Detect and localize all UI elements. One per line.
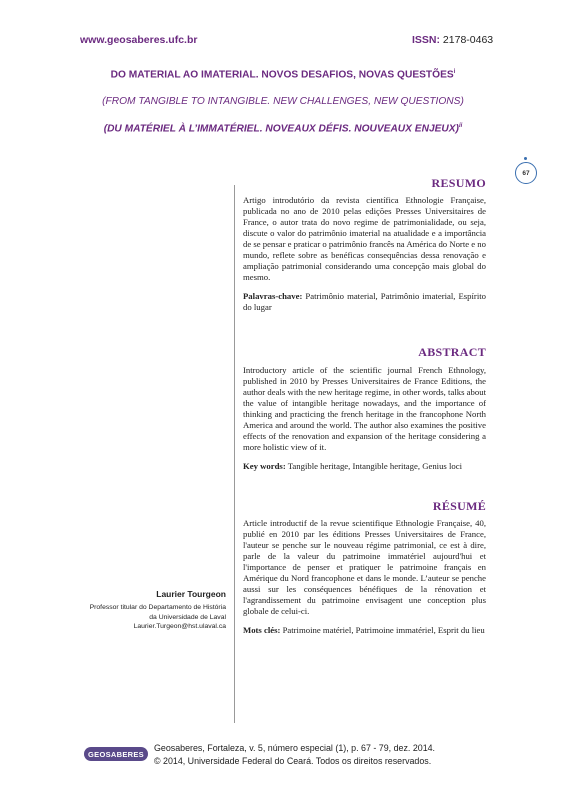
resumo-keywords bbox=[243, 291, 486, 313]
footer-citation bbox=[154, 742, 435, 768]
resume-keywords-label: Mots clés: bbox=[243, 625, 281, 635]
author-block bbox=[90, 589, 226, 632]
issn bbox=[412, 34, 493, 46]
title-pt-text: DO MATERIAL AO IMATERIAL. NOVOS DESAFIOS, NOVAS QUESTÕES bbox=[110, 69, 454, 81]
title-fr-footnote[interactable]: ii bbox=[458, 123, 463, 129]
author-email[interactable]: Laurier.Turgeon@hst.ulaval.ca bbox=[133, 623, 226, 630]
resumo-body: Artigo introdutório da revista científica Ethnologie Française, publicada no ano de 2010 pelas edições Presses Universitaires de France, o autor trata do novo regime de patrimonialidade, ou seja, discute o valor do patrimônio imaterial na atualidade e a importância de se pensar e praticar o patrimônio francês na América do Norte e no mundo, reflete sobre as benéficas consequências dessa renovação e ampliação patrimonial considerando uma concepção mais global do mesmo. bbox=[243, 195, 486, 282]
page-number-badge: 67 bbox=[515, 162, 537, 184]
author-institution: da Universidade de Laval bbox=[149, 613, 226, 621]
footer-copyright-line: © 2014, Universidade Federal do Ceará. Todos os direitos reservados. bbox=[154, 756, 432, 766]
title-french bbox=[0, 123, 566, 134]
author-position: Professor titular do Departamento de História bbox=[89, 604, 226, 611]
column-divider bbox=[234, 185, 235, 723]
resume-keywords-text: Patrimoine matériel, Patrimoine immatériel, Esprit du lieu bbox=[280, 625, 485, 635]
title-portuguese bbox=[0, 69, 566, 80]
abstract-section bbox=[243, 365, 486, 472]
website-url[interactable]: www.geosaberes.ufc.br bbox=[80, 34, 198, 46]
abstract-heading: ABSTRACT bbox=[418, 345, 486, 359]
abstract-keywords bbox=[243, 461, 486, 472]
abstract-body: Introductory article of the scientific journal French Ethnology, published in 2010 by Presses Universitaires de France Editions, the author deals with the new heritage regime, in other words, talks about the value of intangible heritage nowadays, and the importance of thinking and practicing the french heritage in the francophone North America and around the world. The author also examines the positive effects of the renovation and expansion of the heritage considering a more holistic view of it. bbox=[243, 365, 486, 452]
resume-keywords bbox=[243, 625, 486, 636]
page-badge-dot bbox=[524, 157, 527, 160]
resume-section bbox=[243, 518, 486, 636]
abstract-keywords-label: Key words: bbox=[243, 461, 286, 471]
issn-label: ISSN: bbox=[412, 34, 441, 46]
title-fr-text: (DU MATÉRIEL À L’IMMATÉRIEL. NOVEAUX DÉFIS. NOUVEAUX ENJEUX) bbox=[103, 123, 459, 135]
resumo-section bbox=[243, 195, 486, 313]
title-pt-footnote[interactable]: i bbox=[453, 69, 456, 75]
resumo-heading: RESUMO bbox=[431, 176, 486, 190]
resume-heading: RÉSUMÉ bbox=[432, 499, 486, 513]
footer-citation-line: Geosaberes, Fortaleza, v. 5, número especial (1), p. 67 - 79, dez. 2014. bbox=[154, 743, 436, 753]
abstract-keywords-text: Tangible heritage, Intangible heritage, Genius loci bbox=[285, 461, 463, 471]
geosaberes-logo: GEOSABERES bbox=[84, 747, 148, 761]
issn-value: 2178-0463 bbox=[440, 34, 494, 46]
resume-body: Article introductif de la revue scientifique Ethnologie Française, 40, publié en 2010 par les éditions Presses Universitaires de France, l'auteur se penche sur le nouveau régime patrimonial, ce est à dire, parle de la valeur du patrimoine immatériel aujourd'hui et l'importance de penser et pratiquer le patrimoine français en Amérique du Nord francophone et dans le monde. L’auteur se penche aussi sur les conséquences bénéfiques de la rénovation et l'agrandissement du patrimoine envisagent une conception plus globale de celui-ci. bbox=[243, 518, 486, 616]
resumo-keywords-text: Patrimônio material, Patrimônio imaterial, Espírito do lugar bbox=[243, 291, 486, 312]
resumo-keywords-label: Palavras-chave: bbox=[243, 291, 303, 301]
title-english: (FROM TANGIBLE TO INTANGIBLE. NEW CHALLENGES, NEW QUESTIONS) bbox=[102, 96, 464, 107]
author-name: Laurier Tourgeon bbox=[156, 589, 226, 599]
